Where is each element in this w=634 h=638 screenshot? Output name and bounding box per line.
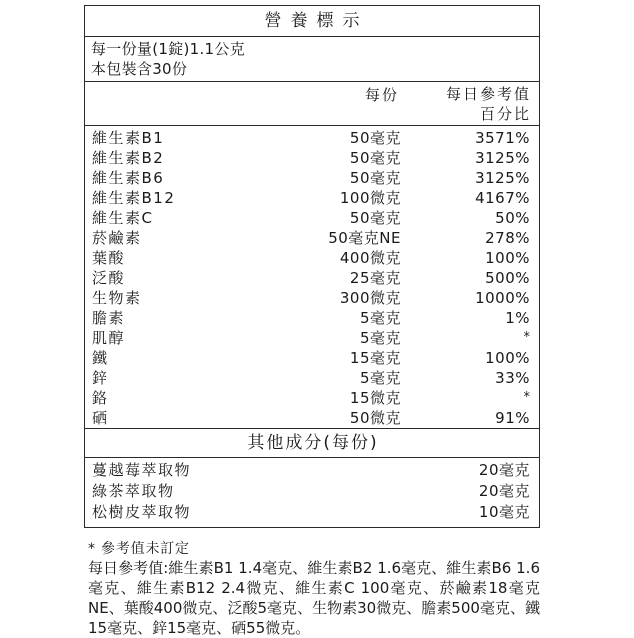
nutrition-facts-panel	[84, 5, 540, 432]
serving-size-text: 每一份量(1錠)1.1公克	[91, 40, 246, 59]
nutrient-amount: 5毫克	[359, 369, 401, 388]
table-row	[85, 348, 539, 368]
nutrient-name: 生物素	[92, 289, 142, 308]
nutrient-daily-value: 50%	[495, 209, 530, 228]
table-row	[85, 168, 539, 188]
footnote-daily-reference: 每日參考值:維生素B1 1.4毫克、維生素B2 1.6毫克、維生素B6 1.6毫克、維生素B12 2.4微克、維生素C 100毫克、菸鹼素18毫克NE、葉酸400微克、泛酸5毫克、生物素30微克、膽素500毫克、鐵15毫克、鋅15毫克、硒55微克。	[88, 559, 540, 637]
nutrient-amount: 50毫克	[349, 149, 401, 168]
nutrient-name: 維生素B6	[92, 169, 165, 188]
table-row	[85, 388, 539, 408]
nutrient-name: 鐵	[92, 349, 109, 368]
nutrient-amount: 400微克	[339, 249, 401, 268]
nutrient-amount: 300微克	[339, 289, 401, 308]
nutrient-amount: 100微克	[339, 189, 401, 208]
nutrient-name: 膽素	[92, 309, 126, 328]
ingredient-amount: 20毫克	[478, 461, 530, 480]
ingredient-name: 綠茶萃取物	[92, 482, 175, 501]
table-row	[85, 368, 539, 388]
column-header-daily-value	[446, 84, 531, 124]
nutrient-row-list	[85, 126, 539, 431]
nutrient-daily-value: *	[523, 390, 530, 406]
other-ingredient-row-list	[85, 458, 539, 527]
nutrient-daily-value: 278%	[485, 229, 530, 248]
nutrient-name: 維生素B2	[92, 149, 165, 168]
nutrient-amount: 15微克	[349, 389, 401, 408]
ingredient-name: 松樹皮萃取物	[92, 503, 192, 522]
nutrient-amount: 25毫克	[349, 269, 401, 288]
nutrient-name: 葉酸	[92, 249, 126, 268]
nutrient-name: 維生素C	[92, 209, 154, 228]
table-column-headers	[85, 82, 539, 126]
ingredient-name: 蔓越莓萃取物	[92, 461, 192, 480]
column-header-daily-value-line2: 百分比	[479, 105, 531, 124]
servings-per-container-text: 本包裝含30份	[91, 60, 188, 79]
ingredient-amount: 10毫克	[478, 503, 530, 522]
nutrient-daily-value: 4167%	[475, 189, 530, 208]
serving-information	[85, 37, 539, 82]
nutrient-amount: 15毫克	[349, 349, 401, 368]
nutrient-name: 泛酸	[92, 269, 126, 288]
nutrient-daily-value: 3125%	[475, 169, 530, 188]
table-row	[85, 481, 539, 502]
table-row	[85, 502, 539, 523]
nutrient-amount: 5毫克	[359, 329, 401, 348]
nutrient-amount: 50毫克NE	[328, 229, 401, 248]
nutrient-name: 硒	[92, 409, 109, 428]
nutrient-daily-value: 1000%	[475, 289, 530, 308]
table-row	[85, 288, 539, 308]
table-row	[85, 208, 539, 228]
nutrient-daily-value: *	[523, 330, 530, 346]
table-row	[85, 248, 539, 268]
nutrient-daily-value: 100%	[485, 349, 530, 368]
table-row	[85, 308, 539, 328]
nutrient-name: 鋅	[92, 369, 109, 388]
column-header-daily-value-line1: 每日參考值	[445, 85, 531, 104]
nutrient-name: 維生素B12	[92, 189, 176, 208]
table-row	[85, 148, 539, 168]
table-row	[85, 268, 539, 288]
nutrient-daily-value: 100%	[485, 249, 530, 268]
table-row	[85, 328, 539, 348]
nutrient-daily-value: 3125%	[475, 149, 530, 168]
nutrient-daily-value: 91%	[495, 409, 530, 428]
table-row	[85, 188, 539, 208]
nutrient-amount: 5毫克	[359, 309, 401, 328]
nutrient-amount: 50毫克	[349, 209, 401, 228]
nutrient-name: 鉻	[92, 389, 109, 408]
nutrient-daily-value: 1%	[505, 309, 530, 328]
nutrient-amount: 50微克	[349, 409, 401, 428]
column-header-amount: 每份	[364, 86, 399, 105]
nutrient-daily-value: 500%	[485, 269, 530, 288]
nutrient-amount: 50毫克	[349, 169, 401, 188]
ingredient-amount: 20毫克	[478, 482, 530, 501]
nutrient-name: 維生素B1	[92, 129, 165, 148]
other-ingredients-title: 其他成分(每份)	[85, 429, 539, 458]
nutrient-name: 肌醇	[92, 329, 126, 348]
table-row	[85, 128, 539, 148]
nutrient-daily-value: 3571%	[475, 129, 530, 148]
nutrient-amount: 50毫克	[349, 129, 401, 148]
page-title: 營養標示	[85, 6, 539, 37]
other-ingredients-panel	[84, 428, 540, 528]
nutrient-name: 菸鹼素	[92, 229, 142, 248]
table-row	[85, 460, 539, 481]
nutrient-daily-value: 33%	[495, 369, 530, 388]
table-row	[85, 228, 539, 248]
footnote-star-note: * 參考值未訂定	[88, 541, 190, 557]
table-row	[85, 408, 539, 428]
